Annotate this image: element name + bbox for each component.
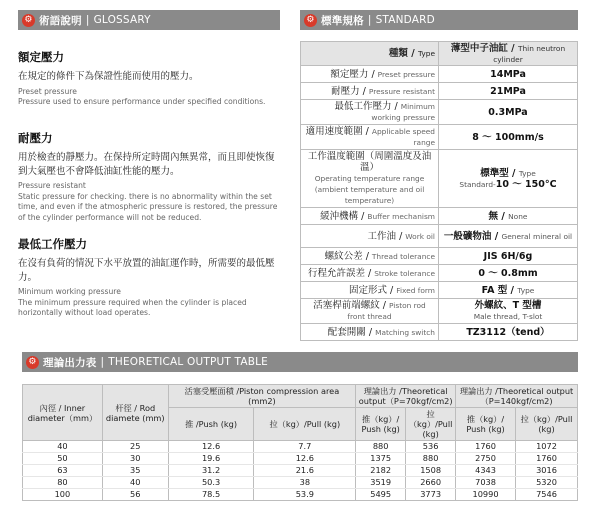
header-divider: | <box>85 14 90 26</box>
out140-pull-cell: 1760 <box>515 453 577 465</box>
area-pull-cell: 21.6 <box>254 465 356 477</box>
out140-push-cell: 7038 <box>456 477 516 489</box>
type-header-cell: 種類 / Type <box>301 42 439 66</box>
header-divider: | <box>100 356 105 368</box>
glossary-desc-zh: 在規定的條件下為保證性能而使用的壓力。 <box>18 71 199 82</box>
output-140-header: 理論出力 /Theoretical output（P=140kgf/cm2) <box>456 385 578 408</box>
standard-header <box>300 10 578 30</box>
glossary-term-en: Preset pressure <box>18 86 77 96</box>
spec-value: 標準型 / Type Standard-10 ～ 150°C <box>439 150 578 208</box>
table-row <box>301 100 578 125</box>
spec-label: 適用速度範圍 / Applicable speed range <box>301 125 439 150</box>
out70-push-cell: 2182 <box>356 465 406 477</box>
spec-value: 0 ～ 0.8mm <box>439 265 578 282</box>
glossary-term: 額定壓力 <box>18 50 64 64</box>
spec-label: 工作油 / Work oil <box>301 225 439 248</box>
area-push-cell: 19.6 <box>168 453 254 465</box>
glossary-item-resistant <box>18 130 280 223</box>
glossary-desc-en <box>18 181 280 223</box>
table-row <box>301 208 578 225</box>
spec-label: 緩沖機構 / Buffer mechanism <box>301 208 439 225</box>
model-label-zh: 薄型中子油缸 <box>450 42 508 54</box>
out140-push-header: 推（kg）/ Push (kg) <box>456 408 516 441</box>
spec-label: 工作溫度範圍（周圍溫度及油溫） Operating temperature range (ambient temperature and oil temperature) <box>301 150 439 208</box>
table-row <box>301 125 578 150</box>
out70-pull-cell: 536 <box>406 441 456 453</box>
theoretical-title-zh: 理論出力表 <box>43 356 97 369</box>
table-row <box>23 477 578 489</box>
type-label-en: Type <box>418 49 435 58</box>
spec-value: 一般礦物油 / General mineral oil <box>439 225 578 248</box>
glossary-text-en: The minimum pressure required when the cylinder is placed horizontally without load operates. <box>18 297 247 317</box>
out140-pull-cell: 1072 <box>515 441 577 453</box>
table-row <box>301 282 578 299</box>
output-70-header: 理論出力 /Theoretical output（P=70kgf/cm2) <box>356 385 456 408</box>
theoretical-header <box>22 352 578 372</box>
glossary-header <box>18 10 280 30</box>
spec-value: 8 ～ 100mm/s <box>439 125 578 150</box>
out140-pull-cell: 7546 <box>515 489 577 501</box>
spec-label: 配套開關 / Matching switch <box>301 324 439 341</box>
table-row <box>301 66 578 83</box>
gear-icon: ⚙ <box>26 356 39 369</box>
table-row <box>23 453 578 465</box>
gear-icon: ⚙ <box>304 14 317 27</box>
rod-diameter-cell: 56 <box>102 489 168 501</box>
table-row <box>23 441 578 453</box>
inner-diameter-cell: 40 <box>23 441 103 453</box>
out70-pull-cell: 3773 <box>406 489 456 501</box>
glossary-title-en: GLOSSARY <box>93 14 151 26</box>
table-row <box>301 265 578 282</box>
type-label-zh: 種類 <box>388 48 408 59</box>
out70-push-cell: 3519 <box>356 477 406 489</box>
out70-pull-cell: 1508 <box>406 465 456 477</box>
area-push-cell: 78.5 <box>168 489 254 501</box>
spec-label: 活塞桿前端螺紋 / Piston rod front thread <box>301 299 439 324</box>
inner-diameter-cell: 100 <box>23 489 103 501</box>
table-row <box>301 324 578 341</box>
area-push-cell: 50.3 <box>168 477 254 489</box>
out140-push-cell: 1760 <box>456 441 516 453</box>
area-pull-cell: 7.7 <box>254 441 356 453</box>
glossary-item-minimum <box>18 236 280 319</box>
out140-pull-header: 拉（kg）/Pull (kg) <box>515 408 577 441</box>
rod-diameter-cell: 40 <box>102 477 168 489</box>
glossary-item-preset <box>18 49 280 108</box>
spec-label: 額定壓力 / Preset pressure <box>301 66 439 83</box>
standard-title-en: STANDARD <box>375 14 435 26</box>
glossary-text-en: Pressure used to ensure performance under specified conditions. <box>18 97 266 106</box>
inner-diameter-cell: 63 <box>23 465 103 477</box>
spec-value: 無 / None <box>439 208 578 225</box>
model-label-en: Thin neutron cylinder <box>493 43 566 64</box>
area-header: 活塞受壓面積 /Piston compression area (mm2) <box>168 385 356 408</box>
spec-label: 最低工作壓力 / Minimum working pressure <box>301 100 439 125</box>
area-pull-cell: 12.6 <box>254 453 356 465</box>
out70-push-cell: 880 <box>356 441 406 453</box>
glossary-desc-en <box>18 87 280 108</box>
area-pull-cell: 53.9 <box>254 489 356 501</box>
gear-icon: ⚙ <box>22 14 35 27</box>
out140-pull-cell: 5320 <box>515 477 577 489</box>
out140-pull-cell: 3016 <box>515 465 577 477</box>
table-row <box>301 248 578 265</box>
out140-push-cell: 2750 <box>456 453 516 465</box>
inner-diameter-cell: 50 <box>23 453 103 465</box>
header-divider: | <box>367 14 372 26</box>
glossary-title-zh: 術語說明 <box>39 14 82 27</box>
inner-diameter-cell: 80 <box>23 477 103 489</box>
standard-spec-table <box>300 41 578 341</box>
output-table-body <box>23 441 578 501</box>
table-row <box>301 150 578 208</box>
glossary-desc-en <box>18 287 280 319</box>
spec-value: 0.3MPa <box>439 100 578 125</box>
out140-push-cell: 4343 <box>456 465 516 477</box>
table-header-row <box>23 385 578 408</box>
out70-push-cell: 5495 <box>356 489 406 501</box>
glossary-term-en: Minimum working pressure <box>18 287 121 296</box>
table-row <box>23 489 578 501</box>
spec-value: JIS 6H/6g <box>439 248 578 265</box>
spec-label: 耐壓力 / Pressure resistant <box>301 83 439 100</box>
rod-diameter-cell: 25 <box>102 441 168 453</box>
spec-label: 固定形式 / Fixed form <box>301 282 439 299</box>
rod-diameter-header: 杆徑 / Rod diamete (mm) <box>102 385 168 441</box>
glossary-desc-zh: 在沒有負荷的情況下水平放置的油缸運作時，所需要的最低壓力。 <box>18 258 275 283</box>
spec-value: 14MPa <box>439 66 578 83</box>
area-pull-cell: 38 <box>254 477 356 489</box>
out70-pull-header: 拉（kg）/Pull (kg) <box>406 408 456 441</box>
theoretical-title-en: THEORETICAL OUTPUT TABLE <box>108 356 269 368</box>
table-row <box>301 299 578 324</box>
glossary-text-en: Static pressure for checking. there is no abnormality within the set time, and even if the atmospheric pressure is restored, the pressure of the cylinder performance will not be reduced. <box>18 191 278 222</box>
table-row <box>301 83 578 100</box>
glossary-term-en: Pressure resistant <box>18 181 86 190</box>
spec-value: 21MPa <box>439 83 578 100</box>
area-push-header: 推 /Push (kg) <box>168 408 254 441</box>
out70-push-header: 推（kg）/ Push (kg) <box>356 408 406 441</box>
area-push-cell: 31.2 <box>168 465 254 477</box>
theoretical-output-table <box>22 384 578 501</box>
spec-label: 行程允許誤差 / Stroke tolerance <box>301 265 439 282</box>
standard-title-zh: 標準規格 <box>321 14 364 27</box>
spec-value: FA 型 / Type <box>439 282 578 299</box>
out140-push-cell: 10990 <box>456 489 516 501</box>
glossary-term: 最低工作壓力 <box>18 237 87 251</box>
inner-diameter-header: 內徑 / Inner diameter（mm） <box>23 385 103 441</box>
area-push-cell: 12.6 <box>168 441 254 453</box>
rod-diameter-cell: 30 <box>102 453 168 465</box>
glossary-term: 耐壓力 <box>18 131 53 145</box>
glossary-desc-zh: 用於檢查的靜壓力。在保持所定時間內無異常，而且即使恢復到大氣壓也不會降低油缸性能的壓力。 <box>18 152 275 177</box>
table-row <box>23 465 578 477</box>
rod-diameter-cell: 35 <box>102 465 168 477</box>
out70-pull-cell: 880 <box>406 453 456 465</box>
table-header-row <box>301 42 578 66</box>
model-header-cell: 薄型中子油缸 / Thin neutron cylinder <box>439 42 578 66</box>
table-row <box>301 225 578 248</box>
out70-pull-cell: 2660 <box>406 477 456 489</box>
area-pull-header: 拉（kg）/Pull (kg) <box>254 408 356 441</box>
spec-value: 外螺紋、T 型槽 Male thread, T-slot <box>439 299 578 324</box>
spec-label: 螺紋公差 / Thread tolerance <box>301 248 439 265</box>
out70-push-cell: 1375 <box>356 453 406 465</box>
spec-value: TZ3112（tend） <box>439 324 578 341</box>
